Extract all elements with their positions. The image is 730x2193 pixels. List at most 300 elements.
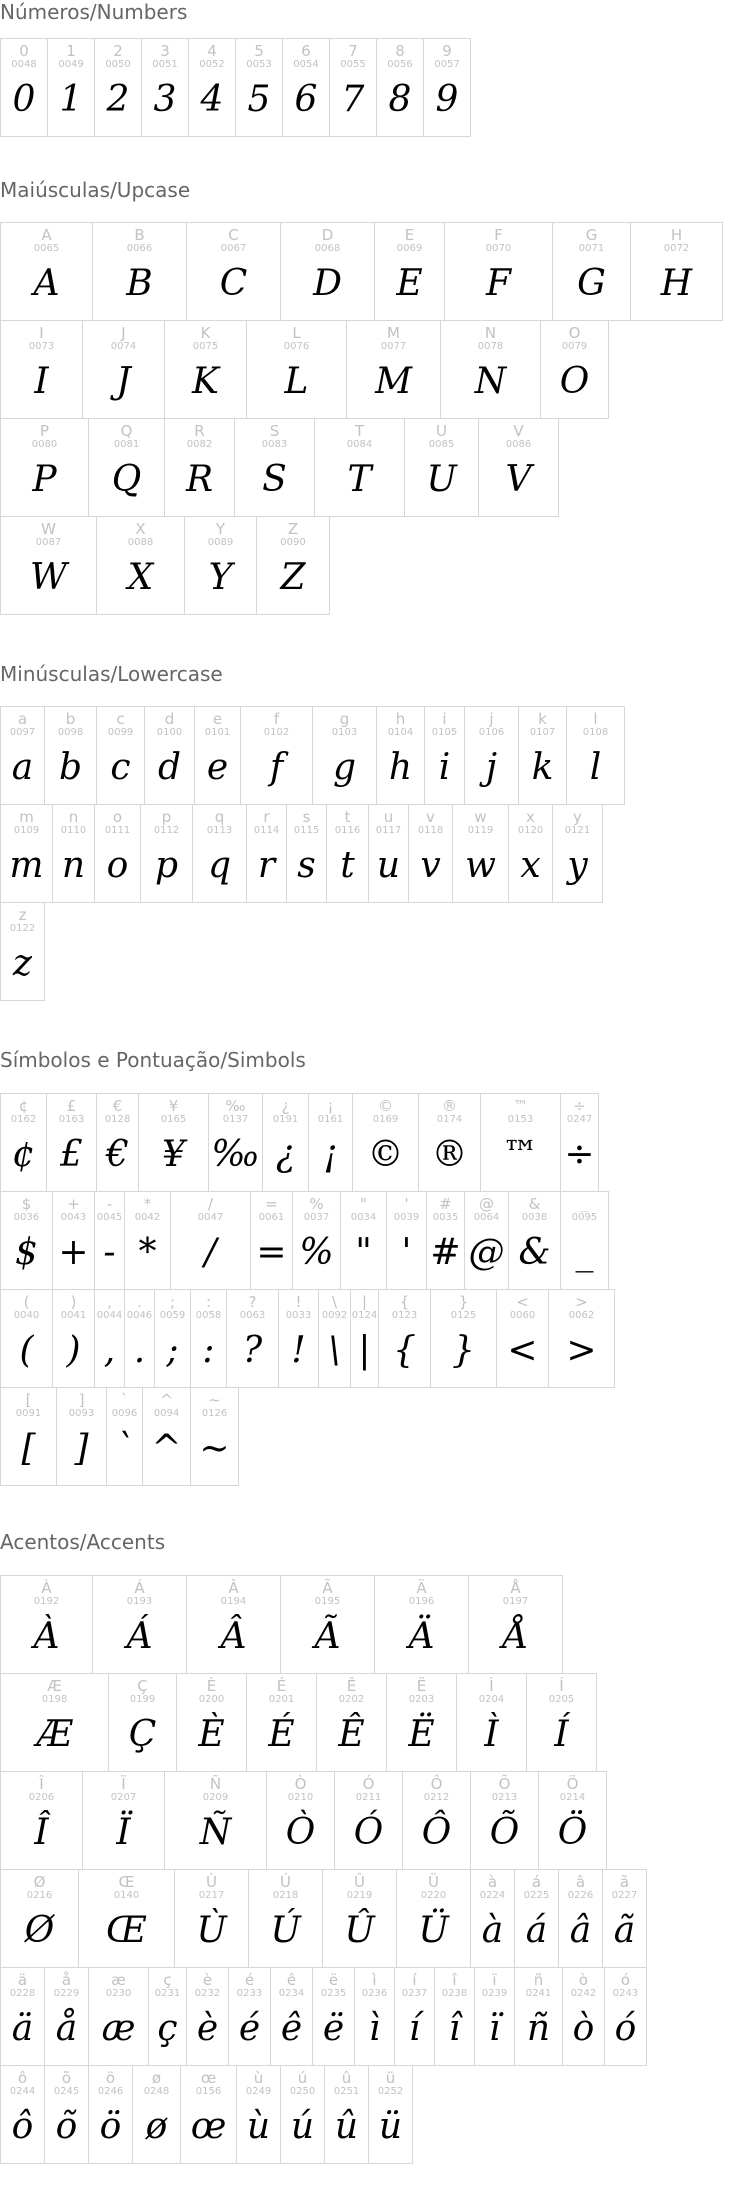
glyph-code-label: 0153 [507,1114,534,1125]
glyph-cell [280,222,375,321]
glyph-sample: 7 [341,79,365,120]
glyph-row [0,1673,597,1772]
glyph-cell [96,706,145,805]
glyph-code-label: 0252 [377,2086,404,2097]
glyph-code-label: 0117 [375,825,402,836]
glyph-sample: & [518,1232,551,1273]
glyph-sample: [ [21,1428,36,1469]
glyph-character-label: F [494,226,503,243]
glyph-cell [256,516,330,615]
glyph-sample: s [297,845,316,886]
glyph-sample: Á [126,1616,153,1657]
glyph-sample: Ï [116,1812,131,1853]
glyph-character-label: U [436,422,447,439]
glyph-code-label: 0162 [10,1114,37,1125]
glyph-cell [0,1869,79,1968]
glyph-cell [552,222,631,321]
glyph-sample: _ [575,1232,594,1273]
glyph-character-label: l [593,710,598,727]
glyph-cell [508,1191,561,1290]
glyph-character-label: Ì [489,1677,494,1694]
glyph-cell [526,1673,597,1772]
glyph-cell [270,1967,313,2066]
glyph-character-label: Õ [498,1775,511,1792]
section-title: Acentos/Accents [0,1530,166,1554]
glyph-code-label: 0043 [60,1212,87,1223]
glyph-code-label: 0116 [334,825,361,836]
glyph-code-label: 0036 [13,1212,40,1223]
glyph-code-label: 0125 [450,1310,477,1321]
glyph-cell [329,38,377,137]
glyph-sample: € [106,1134,129,1175]
glyph-character-label: Ë [416,1677,427,1694]
glyph-cell [316,1673,387,1772]
glyph-sample: Í [554,1714,569,1755]
glyph-cell [560,1191,609,1290]
glyph-cell [266,1771,335,1870]
glyph-character-label: q [214,808,225,825]
glyph-code-label: 0121 [564,825,591,836]
glyph-sample: Ò [285,1812,316,1853]
glyph-code-label: 0193 [126,1596,153,1607]
glyph-code-label: 0053 [246,59,272,70]
glyph-sample: } [452,1330,475,1371]
glyph-code-label: 0097 [9,727,36,738]
glyph-cell [464,1191,509,1290]
glyph-code-label: 0103 [331,727,358,738]
glyph-sample: F [486,263,511,304]
glyph-character-label: | [361,1293,368,1310]
glyph-character-label: \ [331,1293,338,1310]
glyph-sample: ^ [151,1428,182,1469]
glyph-cell [186,1967,229,2066]
glyph-sample: ¿ [275,1134,296,1175]
glyph-row [0,222,723,321]
glyph-cell [434,1967,475,2066]
glyph-sample: Ë [408,1714,435,1755]
glyph-cell [418,1093,481,1192]
glyph-character-label: { [399,1293,410,1310]
glyph-cell [88,2065,133,2164]
glyph-character-label: É [276,1677,287,1694]
glyph-character-label: Â [228,1579,239,1596]
glyph-character-label: ä [17,1971,28,1988]
glyph-cell [94,1191,125,1290]
glyph-code-label: 0169 [372,1114,399,1125]
glyph-character-label: è [202,1971,213,1988]
glyph-cell [234,418,315,517]
glyph-code-label: 0195 [314,1596,341,1607]
glyph-code-label: 0082 [186,439,213,450]
glyph-sample: + [58,1232,89,1273]
glyph-character-label: í [412,1971,417,1988]
glyph-code-label: 0209 [202,1792,229,1803]
glyph-cell [602,1869,647,1968]
glyph-code-label: 0197 [502,1596,529,1607]
glyph-cell [352,1093,419,1192]
glyph-code-label: 0068 [314,243,341,254]
glyph-character-label: , [107,1293,112,1310]
glyph-row [0,1967,647,2066]
glyph-cell [246,1673,317,1772]
glyph-cell [630,222,723,321]
glyph-row [0,1869,647,1968]
glyph-code-label: 0242 [570,1988,597,1999]
glyph-character-label: m [19,808,34,825]
glyph-character-label: o [112,808,123,825]
glyph-character-label: B [134,226,145,243]
glyph-cell [141,38,189,137]
glyph-character-label: J [121,324,126,341]
glyph-sample: ) [66,1330,81,1371]
glyph-code-label: 0072 [663,243,690,254]
glyph-cell [228,1967,271,2066]
glyph-cell [376,706,425,805]
glyph-character-label: Ò [294,1775,307,1792]
glyph-code-label: 0126 [201,1408,228,1419]
glyph-sample: / [204,1232,217,1273]
glyph-sample: # [430,1232,461,1273]
glyph-cell [44,706,97,805]
glyph-cell [518,706,567,805]
glyph-cell [430,1289,497,1388]
glyph-sample: D [313,263,342,304]
glyph-code-label: 0218 [272,1890,299,1901]
glyph-code-label: 0093 [68,1408,95,1419]
glyph-character-label: " [360,1195,367,1212]
glyph-character-label: Ô [430,1775,443,1792]
glyph-sample: ¥ [162,1134,185,1175]
glyph-cell [374,1575,469,1674]
glyph-cell [0,38,48,137]
glyph-sample: Å [502,1616,529,1657]
glyph-sample: m [9,845,44,886]
glyph-code-label: 0196 [408,1596,435,1607]
glyph-cell [314,418,405,517]
glyph-cell [280,1575,375,1674]
glyph-character-label: 3 [160,42,170,59]
glyph-character-label: x [526,808,535,825]
glyph-cell [142,1387,191,1486]
glyph-character-label: £ [66,1097,77,1114]
glyph-sample: B [126,263,153,304]
glyph-character-label: ¡ [327,1097,334,1114]
glyph-character-label: ^ [160,1391,173,1408]
glyph-character-label: ù [253,2069,264,2086]
glyph-code-label: 0122 [9,923,36,934]
glyph-cell [560,1093,599,1192]
glyph-sample: Ç [128,1714,157,1755]
glyph-code-label: 0161 [317,1114,344,1125]
glyph-code-label: 0230 [105,1988,132,1999]
glyph-cell [94,1289,125,1388]
glyph-cell [190,1289,227,1388]
glyph-sample: ~ [199,1428,230,1469]
glyph-code-label: 0045 [96,1212,123,1223]
glyph-character-label: + [67,1195,80,1212]
glyph-cell [404,418,479,517]
glyph-character-label: Ñ [209,1775,222,1792]
glyph-character-label: i [442,710,447,727]
glyph-sample: l [589,747,602,788]
glyph-sample: Q [111,459,142,500]
glyph-code-label: 0069 [396,243,423,254]
glyph-character-label: : [205,1293,212,1310]
glyph-character-label: P [39,422,50,439]
glyph-sample: ÷ [564,1134,595,1175]
glyph-sample: Ú [270,1910,301,1951]
glyph-code-label: 0123 [391,1310,418,1321]
glyph-cell [46,1093,97,1192]
glyph-code-label: 0206 [28,1792,55,1803]
glyph-cell [96,1093,139,1192]
glyph-sample: û [334,2106,359,2147]
glyph-cell [88,418,165,517]
glyph-code-label: 0174 [436,1114,463,1125]
glyph-cell [208,1093,263,1192]
glyph-character-label: / [207,1195,214,1212]
glyph-code-label: 0237 [401,1988,428,1999]
glyph-character-label: G [585,226,598,243]
glyph-cell [322,1869,397,1968]
glyph-sample: Ñ [199,1812,232,1853]
glyph-code-label: 0070 [485,243,512,254]
glyph-cell [0,320,83,419]
glyph-sample: å [55,2008,78,2049]
glyph-character-label: 0 [19,42,29,59]
glyph-cell [124,1191,171,1290]
glyph-sample: g [332,747,357,788]
glyph-sample: 9 [435,79,459,120]
glyph-cell [0,1191,53,1290]
glyph-character-label: à [487,1873,498,1890]
glyph-sample: ú [290,2106,315,2147]
glyph-character-label: õ [61,2069,72,2086]
glyph-sample: Ö [557,1812,588,1853]
glyph-sample: u [376,845,401,886]
glyph-code-label: 0239 [481,1988,508,1999]
glyph-row [0,1093,599,1192]
glyph-cell [374,222,445,321]
glyph-sample: ê [280,2008,303,2049]
glyph-cell [82,1771,165,1870]
glyph-character-label: K [200,324,211,341]
glyph-sample: : [202,1330,215,1371]
glyph-sample: Û [344,1910,375,1951]
glyph-cell [174,1869,249,1968]
glyph-sample: Y [208,557,233,598]
glyph-row [0,804,603,903]
glyph-code-label: 0191 [272,1114,299,1125]
glyph-code-label: 0198 [41,1694,68,1705]
glyph-row [0,706,625,805]
glyph-sample: W [29,557,67,598]
glyph-character-label: ú [297,2069,308,2086]
glyph-code-label: 0245 [53,2086,80,2097]
glyph-sample: K [192,361,219,402]
glyph-cell [0,1771,83,1870]
glyph-character-label: I [39,324,44,341]
glyph-sample: Ù [196,1910,227,1951]
glyph-sample: ™ [502,1134,539,1175]
glyph-cell [246,804,287,903]
glyph-code-label: 0232 [194,1988,221,1999]
glyph-character-label: Ã [322,1579,333,1596]
glyph-cell [132,2065,181,2164]
glyph-character-label: © [378,1097,393,1114]
glyph-character-label: ü [385,2069,396,2086]
glyph-cell [423,38,471,137]
glyph-code-label: 0194 [220,1596,247,1607]
glyph-code-label: 0099 [107,727,134,738]
glyph-cell [318,1289,351,1388]
glyph-cell [0,1673,109,1772]
glyph-character-label: T [354,422,365,439]
glyph-code-label: 0205 [548,1694,575,1705]
glyph-code-label: 0095 [571,1212,598,1223]
glyph-character-label: ¢ [18,1097,29,1114]
glyph-code-label: 0105 [431,727,458,738]
glyph-cell [0,1575,93,1674]
glyph-cell [52,1191,95,1290]
glyph-cell [0,2065,45,2164]
glyph-code-label: 0115 [293,825,320,836]
glyph-code-label: 0244 [9,2086,36,2097]
glyph-cell [474,1967,515,2066]
glyph-code-label: 0113 [206,825,233,836]
glyph-code-label: 0250 [289,2086,316,2097]
glyph-code-label: 0212 [423,1792,450,1803]
glyph-character-label: z [18,906,27,923]
glyph-code-label: 0092 [321,1310,348,1321]
glyph-code-label: 0110 [60,825,87,836]
glyph-character-label: R [194,422,205,439]
glyph-sample: . [133,1330,146,1371]
glyph-character-label: w [474,808,487,825]
glyph-sample: õ [55,2106,78,2147]
glyph-row [0,1289,615,1388]
glyph-cell [538,1771,607,1870]
glyph-character-label: X [135,520,146,537]
glyph-sample: È [198,1714,225,1755]
glyph-code-label: 0085 [428,439,455,450]
glyph-code-label: 0112 [153,825,180,836]
glyph-cell [144,706,195,805]
glyph-sample: { [393,1330,416,1371]
glyph-sample: w [465,845,496,886]
glyph-code-label: 0058 [195,1310,222,1321]
glyph-sample: q [207,845,232,886]
glyph-sample: , [103,1330,116,1371]
glyph-cell [194,706,241,805]
glyph-cell [452,804,509,903]
glyph-character-label: 4 [207,42,217,59]
glyph-cell [480,1093,561,1192]
glyph-character-label: Æ [47,1677,62,1694]
glyph-sample: a [11,747,34,788]
glyph-code-label: 0080 [31,439,58,450]
glyph-cell [402,1771,471,1870]
glyph-code-label: 0111 [104,825,131,836]
glyph-character-label: E [404,226,415,243]
glyph-cell [340,1191,387,1290]
glyph-cell [282,38,330,137]
glyph-character-label: C [228,226,239,243]
glyph-sample: d [157,747,182,788]
glyph-sample: L [284,361,309,402]
glyph-sample: X [127,557,154,598]
glyph-sample: % [299,1232,334,1273]
glyph-code-label: 0102 [263,727,290,738]
glyph-code-label: 0227 [611,1890,638,1901]
glyph-sample: Ä [408,1616,435,1657]
glyph-sample: 2 [106,79,130,120]
glyph-sample: 5 [247,79,271,120]
glyph-code-label: 0156 [195,2086,222,2097]
glyph-cell [566,706,625,805]
glyph-character-label: î [452,1971,457,1988]
glyph-sample: M [375,361,412,402]
glyph-code-label: 0047 [197,1212,224,1223]
glyph-sample: ( [19,1330,34,1371]
glyph-character-label: ` [120,1391,129,1408]
glyph-cell [508,804,553,903]
glyph-character-label: _ [580,1195,589,1212]
glyph-row [0,1771,607,1870]
glyph-cell [280,2065,325,2164]
glyph-sample: x [520,845,541,886]
glyph-character-label: a [17,710,28,727]
glyph-code-label: 0048 [11,59,37,70]
glyph-sample: v [420,845,441,886]
glyph-character-label: Ê [346,1677,357,1694]
glyph-code-label: 0207 [110,1792,137,1803]
glyph-code-label: 0094 [153,1408,180,1419]
glyph-character-label: ' [404,1195,409,1212]
glyph-character-label: ) [70,1293,77,1310]
glyph-code-label: 0033 [285,1310,312,1321]
glyph-code-label: 0090 [280,537,306,548]
glyph-code-label: 0035 [432,1212,459,1223]
glyph-character-label: Ü [428,1873,439,1890]
glyph-code-label: 0118 [417,825,444,836]
glyph-cell [106,1387,143,1486]
glyph-cell [286,804,327,903]
glyph-code-label: 0091 [15,1408,42,1419]
glyph-character-label: j [489,710,494,727]
glyph-character-label: È [206,1677,217,1694]
glyph-cell [396,1869,471,1968]
glyph-sample: É [268,1714,295,1755]
glyph-cell [540,320,609,419]
glyph-row [0,2065,413,2164]
glyph-code-label: 0234 [278,1988,305,1999]
glyph-character-label: 7 [348,42,358,59]
glyph-character-label: ? [248,1293,257,1310]
glyph-character-label: H [670,226,683,243]
glyph-sample: j [485,747,498,788]
glyph-code-label: 0062 [568,1310,595,1321]
glyph-code-label: 0073 [28,341,55,352]
glyph-code-label: 0199 [129,1694,156,1705]
glyph-cell [96,516,185,615]
glyph-cell [248,1869,323,1968]
glyph-sample: ø [145,2106,168,2147]
glyph-code-label: 0109 [13,825,40,836]
glyph-cell [386,1673,457,1772]
glyph-character-label: M [387,324,400,341]
glyph-sample: é [238,2008,261,2049]
